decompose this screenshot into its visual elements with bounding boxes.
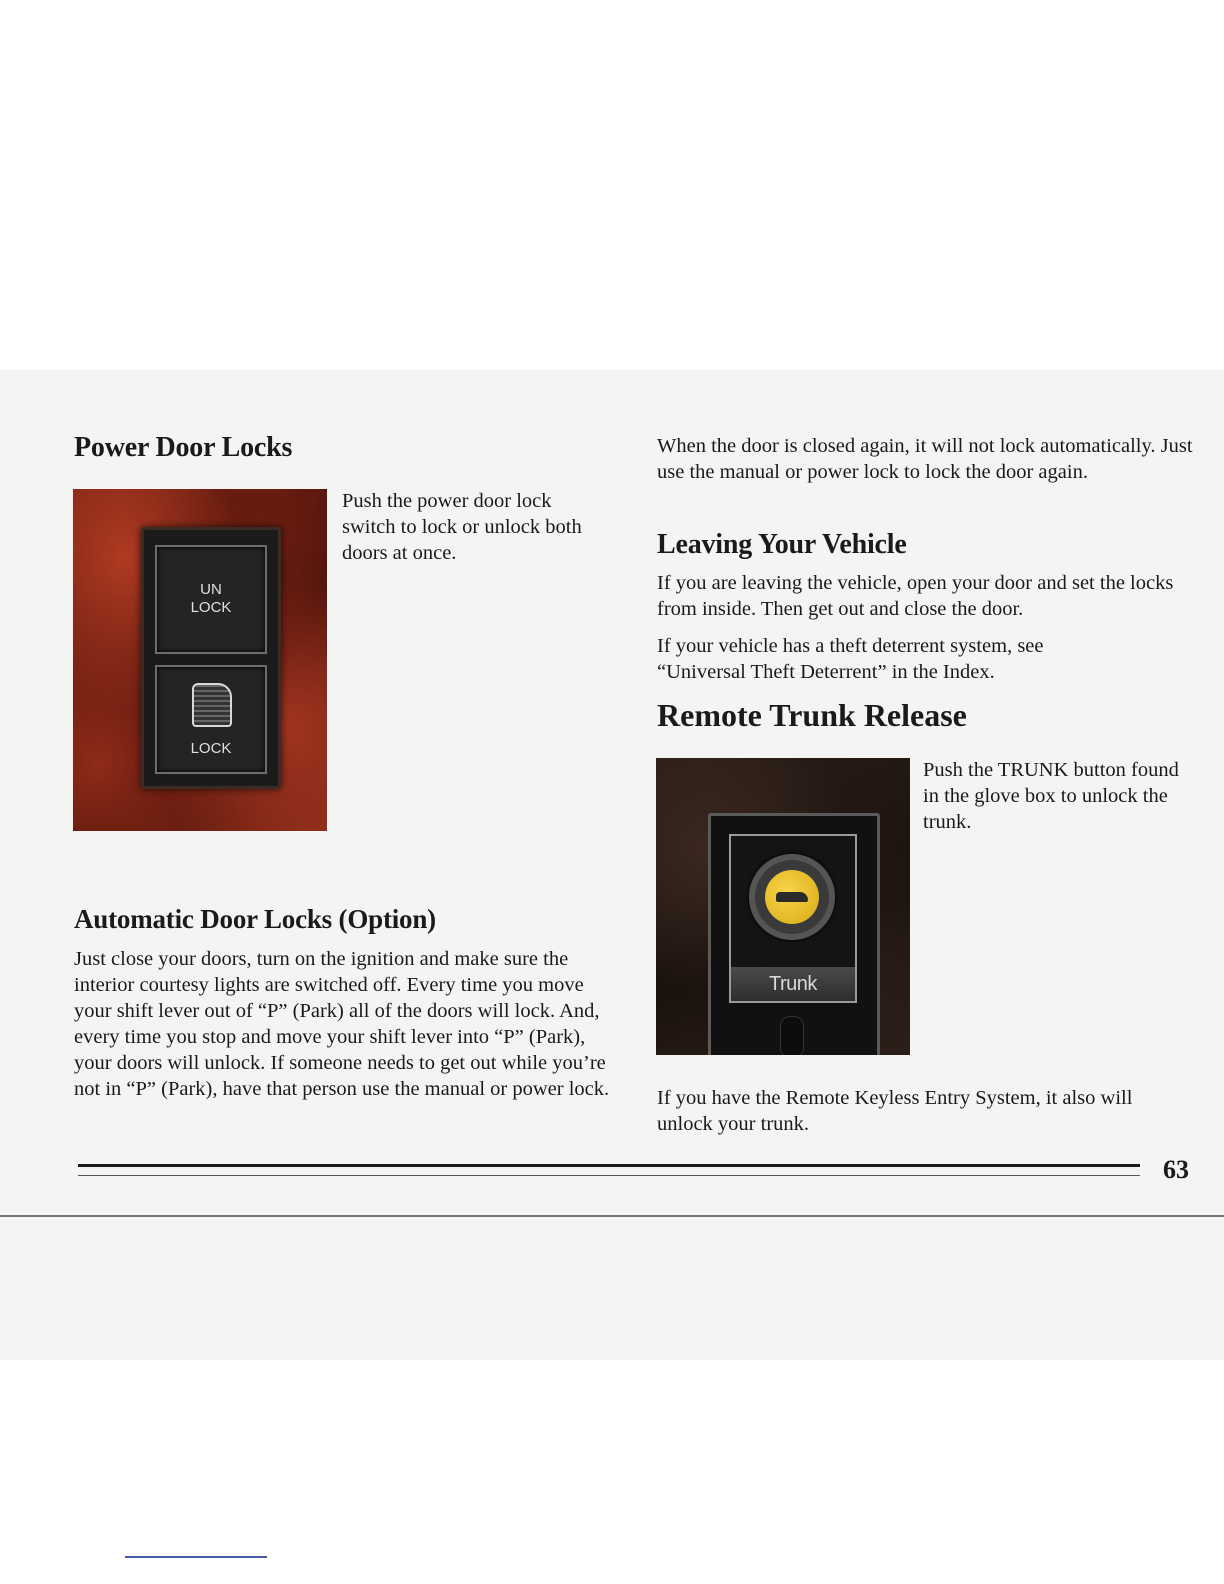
trunk-button-photo [656, 758, 910, 1055]
door-lock-switch-photo [73, 489, 327, 831]
unlock-switch [155, 545, 267, 654]
theft-deterrent-text: If your vehicle has a theft deterrent system, see “Universal Theft Deterrent” in the Index. [657, 635, 1044, 683]
footer-link-underline [125, 1556, 267, 1558]
remote-trunk-release-heading: Remote Trunk Release [657, 697, 967, 733]
keyless-entry-text: If you have the Remote Keyless Entry System, it also will unlock your trunk. [657, 1087, 1133, 1135]
car-icon-badge [765, 870, 819, 924]
car-icon [776, 892, 808, 902]
door-icon [192, 683, 232, 727]
footer-rule-thick [78, 1164, 1140, 1167]
bottom-divider [0, 1215, 1224, 1217]
lock-switch-label: LOCK [190, 740, 232, 757]
trunk-button [729, 834, 857, 1003]
leaving-vehicle-heading: Leaving Your Vehicle [657, 529, 907, 560]
door-closed-text: When the door is closed again, it will not lock automatically. Just use the manual or power lock to lock the door again. [657, 435, 1193, 483]
automatic-door-locks-text: Just close your doors, turn on the ignition and make sure the interior courtesy lights are switched off. Every time you move your shift lever out of “P” (Park) all of the doors will lock. And, every time you stop and move your shift lever into “P” (Park), your doors will unlock. If someone needs to get out while you’re not in “P” (Park), have that person use the manual or power lock. [74, 948, 610, 1100]
automatic-door-locks-heading: Automatic Door Locks (Option) [74, 904, 436, 934]
page-number: 63 [1163, 1155, 1189, 1184]
lock-switch [155, 665, 267, 774]
unlock-switch-label: UN LOCK [190, 581, 232, 616]
power-door-locks-heading: Power Door Locks [74, 432, 293, 463]
trunk-knob [749, 854, 835, 940]
trunk-button-text: Push the TRUNK button found in the glove box to unlock the trunk. [923, 759, 1179, 833]
trunk-button-label: Trunk [731, 967, 855, 1001]
trunk-button-stem [780, 1016, 804, 1055]
leaving-vehicle-text: If you are leaving the vehicle, open your door and set the locks from inside. Then get out and close the door. [657, 572, 1174, 620]
lock-switch-panel [141, 527, 281, 789]
power-door-locks-text: Push the power door lock switch to lock or unlock both doors at once. [342, 490, 582, 564]
footer-rule-thin [78, 1175, 1140, 1176]
